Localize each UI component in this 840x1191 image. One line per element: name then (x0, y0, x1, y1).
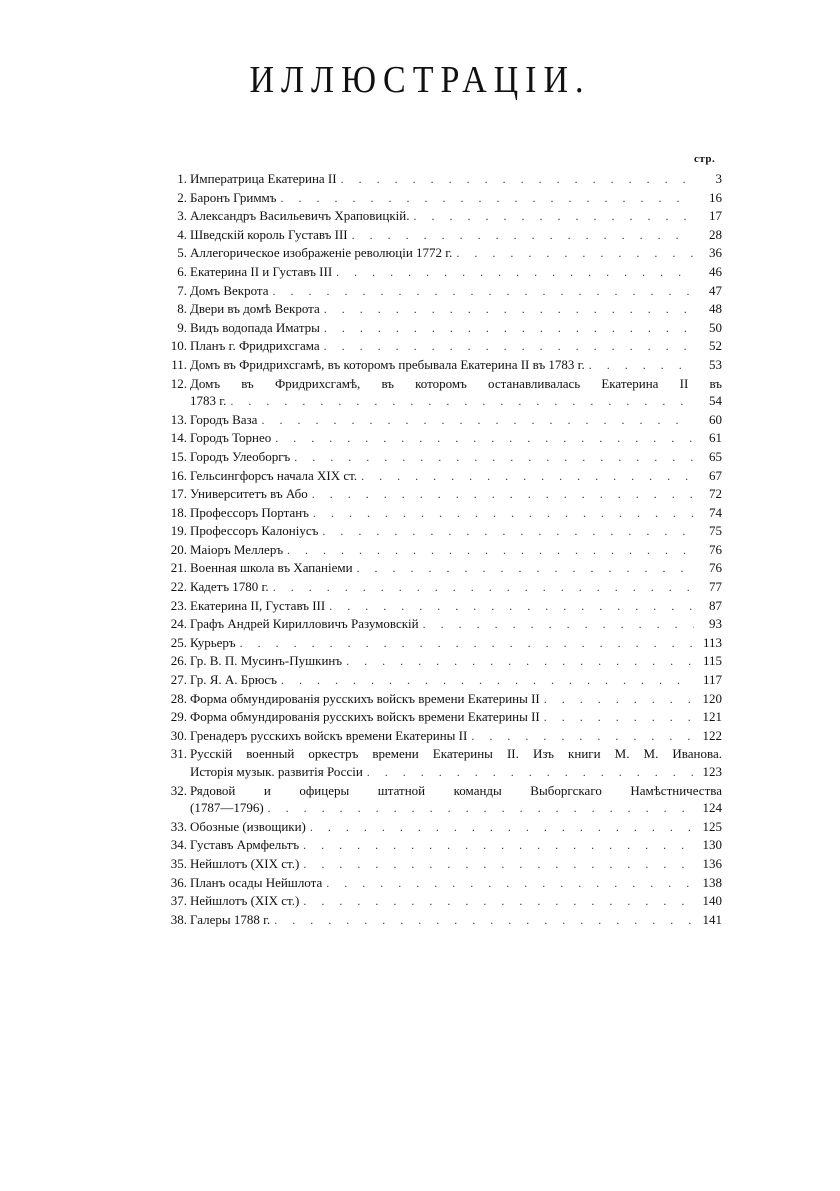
list-item (160, 319, 722, 338)
entry-page-number: 123 (702, 764, 722, 779)
list-item (160, 448, 722, 467)
entry-number: 4. (177, 226, 187, 242)
list-item (160, 634, 722, 653)
dot-leader (274, 912, 694, 930)
entry-title: Городъ Торнео (190, 430, 272, 446)
list-item (160, 874, 722, 893)
entry-number: 5. (177, 245, 187, 261)
entry-number: 38. (170, 911, 187, 927)
entry-title: Планъ осады Нейшлота (190, 874, 323, 890)
entry-title: Городъ Ваза (190, 411, 258, 427)
entry-page-number: 3 (715, 171, 722, 186)
entry-title: Гр. Я. А. Брюсъ (190, 672, 277, 688)
dot-leader (423, 616, 694, 634)
entry-number: 17. (170, 486, 187, 502)
entry-title: Военная школа въ Хапанiеми (190, 560, 353, 576)
dot-leader (230, 393, 694, 411)
entry-title: Планъ г. Фридрихсгама (190, 338, 320, 354)
entry-title: Александръ Васильевичъ Храповицкiй. (190, 208, 410, 224)
illustrations-list (160, 170, 722, 929)
entry-number: 7. (177, 282, 187, 298)
list-item (160, 356, 722, 375)
list-item (160, 782, 722, 818)
entry-title: Густавъ Армфельтъ (190, 837, 300, 853)
list-item (160, 855, 722, 874)
dot-leader (240, 635, 694, 653)
entry-number: 15. (170, 448, 187, 464)
entry-title: Рядовой и офицеры штатной команды Выборгскаго Намѣстничества (190, 782, 722, 798)
entry-page-number: 53 (709, 356, 722, 372)
list-item (160, 690, 722, 709)
entry-title-continued: Исторiя музык. развитiя Россiи (190, 764, 363, 779)
entry-page-number: 130 (702, 837, 722, 853)
dot-leader (352, 227, 694, 245)
entry-title: Екатерина II и Густавъ III (190, 263, 333, 279)
entry-number: 12. (170, 375, 187, 391)
entry-page-number: 113 (702, 634, 722, 650)
dot-leader (456, 245, 694, 263)
page-title: ИЛЛЮСТРАЦIИ. (249, 59, 591, 102)
list-item (160, 541, 722, 560)
entry-number: 11. (171, 356, 187, 372)
entry-page-number: 47 (709, 282, 722, 298)
list-item (160, 300, 722, 319)
entry-title: Домъ въ Фридрихсгамѣ, въ которомъ останавливалась Екатерина II въ (190, 375, 722, 391)
entry-title: Баронъ Гриммъ (190, 189, 277, 205)
entry-title: Графъ Андрей Кирилловичъ Разумовскiй (190, 616, 419, 632)
list-item (160, 615, 722, 634)
entry-page-number: 77 (709, 579, 722, 595)
entry-number: 13. (170, 411, 187, 427)
dot-leader (341, 171, 694, 189)
entry-page-number: 17 (709, 208, 722, 224)
entry-page-number: 125 (702, 818, 722, 834)
entry-page-number: 121 (702, 709, 722, 725)
entry-number: 3. (177, 208, 187, 224)
entry-page-number: 16 (709, 189, 722, 205)
dot-leader (310, 819, 694, 837)
entry-number: 26. (170, 653, 187, 669)
entry-page-number: 67 (709, 467, 722, 483)
dot-leader (544, 709, 694, 727)
list-item (160, 337, 722, 356)
list-item (160, 708, 722, 727)
list-item (160, 189, 722, 208)
dot-leader (329, 598, 694, 616)
entry-page-number: 36 (709, 245, 722, 261)
list-item (160, 282, 722, 301)
entry-page-number: 120 (702, 690, 722, 706)
dot-leader (303, 856, 694, 874)
list-item (160, 911, 722, 930)
entry-number: 21. (170, 560, 187, 576)
entry-page-number: 76 (709, 560, 722, 576)
dot-leader (357, 560, 694, 578)
entry-title: Форма обмундированiя русскихъ войскъ времени Екатерины II (190, 709, 540, 725)
entry-page-number: 138 (702, 874, 722, 890)
list-item (160, 559, 722, 578)
list-item (160, 818, 722, 837)
entry-page-number: 140 (702, 893, 722, 909)
dot-leader (281, 672, 694, 690)
page-column-label: стр. (694, 153, 716, 165)
entry-title: Профессоръ Портанъ (190, 504, 309, 520)
entry-title: Домъ Векрота (190, 282, 269, 298)
dot-leader (268, 800, 694, 818)
list-item (160, 226, 722, 245)
entry-page-number: 52 (709, 338, 722, 354)
entry-number: 8. (177, 301, 187, 317)
dot-leader (324, 301, 694, 319)
list-item (160, 597, 722, 616)
entry-number: 6. (177, 263, 187, 279)
list-item (160, 727, 722, 746)
entry-page-number: 65 (709, 448, 722, 464)
list-item (160, 892, 722, 911)
entry-page-number: 115 (702, 653, 722, 669)
entry-title: Шведскiй король Густавъ III (190, 226, 348, 242)
entry-title: Кадетъ 1780 г. (190, 579, 269, 595)
entry-number: 19. (170, 523, 187, 539)
dot-leader (544, 691, 694, 709)
entry-title: Русскiй военный оркестръ времени Екатерины II. Изъ книги М. М. Иванова. (190, 746, 722, 762)
entry-title: Двери въ домѣ Векрота (190, 301, 320, 317)
entry-page-number: 28 (709, 226, 722, 242)
list-item (160, 263, 722, 282)
list-item (160, 522, 722, 541)
dot-leader (336, 264, 694, 282)
list-item (160, 485, 722, 504)
list-item (160, 652, 722, 671)
dot-leader (275, 430, 694, 448)
entry-number: 32. (170, 782, 187, 798)
entry-page-number: 50 (709, 319, 722, 335)
dot-leader (281, 190, 695, 208)
entry-number: 37. (170, 893, 187, 909)
entry-title: Курьеръ (190, 634, 236, 650)
list-item (160, 671, 722, 690)
entry-number: 18. (170, 504, 187, 520)
list-item (160, 467, 722, 486)
entry-page-number: 54 (709, 393, 722, 409)
dot-leader (303, 837, 694, 855)
entry-title: Галеры 1788 г. (190, 911, 271, 927)
entry-title: Гельсингфорсъ начала XIX ст. (190, 467, 358, 483)
entry-title: Университетъ въ Або (190, 486, 308, 502)
entry-title: Нейшлотъ (XIX ст.) (190, 855, 300, 871)
list-item (160, 375, 722, 411)
list-item (160, 504, 722, 523)
entry-page-number: 117 (702, 672, 722, 688)
entry-page-number: 87 (709, 597, 722, 613)
list-item (160, 170, 722, 189)
entry-page-number: 76 (709, 541, 722, 557)
entry-title: Императрица Екатерина II (190, 171, 337, 186)
dot-leader (361, 468, 694, 486)
list-item (160, 836, 722, 855)
dot-leader (367, 764, 694, 782)
entry-number: 35. (170, 855, 187, 871)
entry-number: 1. (177, 171, 187, 186)
entry-page-number: 74 (709, 504, 722, 520)
entry-number: 9. (177, 319, 187, 335)
dot-leader (273, 283, 694, 301)
entry-title: Аллегорическое изображенiе революцiи 1772 г. (190, 245, 453, 261)
entry-page-number: 124 (702, 800, 722, 816)
entry-page-number: 75 (709, 523, 722, 539)
list-item (160, 207, 722, 226)
list-item (160, 429, 722, 448)
dot-leader (313, 505, 694, 523)
entry-number: 23. (170, 597, 187, 613)
entry-title: Екатерина II, Густавъ III (190, 597, 326, 613)
entry-title: Маiоръ Меллеръ (190, 541, 284, 557)
entry-number: 28. (170, 690, 187, 706)
dot-leader (312, 486, 694, 504)
entry-number: 36. (170, 874, 187, 890)
list-item (160, 745, 722, 781)
entry-page-number: 46 (709, 263, 722, 279)
entry-title: Гренадеръ русскихъ войскъ времени Екатерины II (190, 727, 468, 743)
entry-number: 14. (170, 430, 187, 446)
entry-number: 33. (170, 818, 187, 834)
entry-number: 25. (170, 634, 187, 650)
list-item (160, 578, 722, 597)
dot-leader (322, 523, 694, 541)
entry-page-number: 122 (702, 727, 722, 743)
entry-title-continued: 1783 г. (190, 393, 227, 409)
dot-leader (346, 653, 694, 671)
list-item (160, 244, 722, 263)
entry-title: Обозные (извощики) (190, 818, 306, 834)
entry-page-number: 61 (709, 430, 722, 446)
dot-leader (413, 208, 694, 226)
entry-title-continued: (1787—1796) (190, 800, 264, 816)
entry-number: 16. (170, 467, 187, 483)
entry-number: 27. (170, 672, 187, 688)
dot-leader (589, 357, 694, 375)
dot-leader (471, 728, 694, 746)
entry-number: 30. (170, 727, 187, 743)
entry-title: Городъ Улеоборгъ (190, 448, 291, 464)
entry-page-number: 141 (702, 911, 722, 927)
entry-number: 2. (177, 189, 187, 205)
entry-page-number: 72 (709, 486, 722, 502)
dot-leader (287, 542, 694, 560)
entry-page-number: 136 (702, 855, 722, 871)
entry-number: 10. (170, 338, 187, 354)
entry-number: 31. (170, 746, 187, 762)
entry-number: 22. (170, 579, 187, 595)
entry-number: 20. (170, 541, 187, 557)
entry-title: Форма обмундированiя русскихъ войскъ времени Екатерины II (190, 690, 540, 706)
entry-title: Нейшлотъ (XIX ст.) (190, 893, 300, 909)
dot-leader (273, 579, 694, 597)
entry-title: Видъ водопада Иматры (190, 319, 320, 335)
entry-title: Домъ въ Фридрихсгамѣ, въ которомъ пребывала Екатерина II въ 1783 г. (190, 356, 585, 372)
entry-title: Гр. В. П. Мусинъ-Пушкинъ (190, 653, 343, 669)
dot-leader (294, 449, 694, 467)
dot-leader (324, 320, 694, 338)
entry-page-number: 60 (709, 411, 722, 427)
entry-page-number: 93 (709, 616, 722, 632)
dot-leader (261, 412, 694, 430)
dot-leader (326, 875, 694, 893)
dot-leader (303, 893, 694, 911)
entry-title: Профессоръ Калонiусъ (190, 523, 319, 539)
entry-number: 29. (170, 709, 187, 725)
entry-number: 34. (170, 837, 187, 853)
dot-leader (324, 338, 694, 356)
list-item (160, 411, 722, 430)
entry-page-number: 48 (709, 301, 722, 317)
entry-number: 24. (170, 616, 187, 632)
